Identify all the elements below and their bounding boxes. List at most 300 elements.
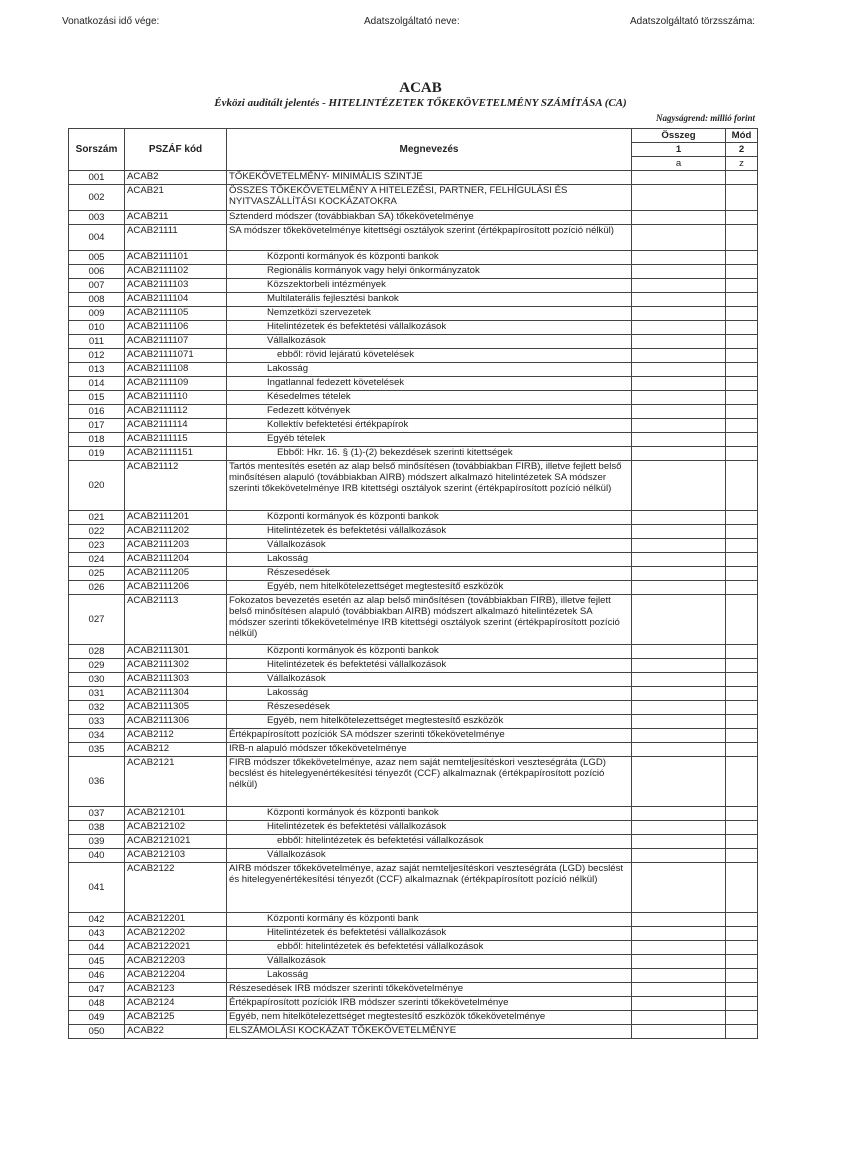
row-number: 022 xyxy=(69,525,125,539)
table-row xyxy=(69,581,758,595)
row-description: Sztenderd módszer (továbbiakban SA) tőkekövetelménye xyxy=(227,211,632,225)
amount-cell[interactable] xyxy=(632,391,726,405)
row-code: ACAB2111104 xyxy=(125,293,227,307)
mode-cell[interactable] xyxy=(726,955,758,969)
amount-cell[interactable] xyxy=(632,687,726,701)
row-number: 028 xyxy=(69,645,125,659)
row-description: ELSZÁMOLÁSI KOCKÁZAT TŐKEKÖVETELMÉNYE xyxy=(227,1025,632,1039)
mode-cell[interactable] xyxy=(726,363,758,377)
row-description: Közszektorbeli intézmények xyxy=(227,279,632,293)
table-row xyxy=(69,757,758,807)
amount-cell[interactable] xyxy=(632,265,726,279)
row-description: TŐKEKÖVETELMÉNY- MINIMÁLIS SZINTJE xyxy=(227,171,632,185)
amount-cell[interactable] xyxy=(632,673,726,687)
row-description: Részesedések xyxy=(227,701,632,715)
amount-cell[interactable] xyxy=(632,807,726,821)
table-row xyxy=(69,729,758,743)
table-row xyxy=(69,863,758,913)
col-number-mod: 2 xyxy=(726,143,758,157)
row-description: Lakosság xyxy=(227,553,632,567)
row-code: ACAB21112 xyxy=(125,461,227,511)
mode-cell[interactable] xyxy=(726,405,758,419)
row-number: 020 xyxy=(69,461,125,511)
row-code: ACAB2111303 xyxy=(125,673,227,687)
amount-cell[interactable] xyxy=(632,307,726,321)
amount-cell[interactable] xyxy=(632,835,726,849)
amount-cell[interactable] xyxy=(632,225,726,251)
row-description: Vállalkozások xyxy=(227,335,632,349)
row-number: 005 xyxy=(69,251,125,265)
mode-cell[interactable] xyxy=(726,983,758,997)
row-code: ACAB2124 xyxy=(125,997,227,1011)
col-header-mod: Mód xyxy=(726,129,758,143)
mode-cell[interactable] xyxy=(726,941,758,955)
row-number: 015 xyxy=(69,391,125,405)
row-description: Lakosság xyxy=(227,969,632,983)
col-letter-osszeg: a xyxy=(632,157,726,171)
row-code: ACAB2111306 xyxy=(125,715,227,729)
table-row xyxy=(69,225,758,251)
table-row xyxy=(69,251,758,265)
mode-cell[interactable] xyxy=(726,279,758,293)
row-number: 026 xyxy=(69,581,125,595)
amount-cell[interactable] xyxy=(632,913,726,927)
row-number: 043 xyxy=(69,927,125,941)
amount-cell[interactable] xyxy=(632,185,726,211)
amount-cell[interactable] xyxy=(632,405,726,419)
mode-cell[interactable] xyxy=(726,743,758,757)
row-description: Nemzetközi szervezetek xyxy=(227,307,632,321)
table-row xyxy=(69,211,758,225)
row-code: ACAB2111304 xyxy=(125,687,227,701)
mode-cell[interactable] xyxy=(726,553,758,567)
mode-cell[interactable] xyxy=(726,321,758,335)
table-row xyxy=(69,171,758,185)
table-row xyxy=(69,293,758,307)
mode-cell[interactable] xyxy=(726,335,758,349)
mode-cell[interactable] xyxy=(726,997,758,1011)
table-row xyxy=(69,391,758,405)
mode-cell[interactable] xyxy=(726,349,758,363)
row-number: 047 xyxy=(69,983,125,997)
mode-cell[interactable] xyxy=(726,539,758,553)
row-description: ebből: rövid lejáratú követelések xyxy=(227,349,632,363)
row-code: ACAB2111203 xyxy=(125,539,227,553)
amount-cell[interactable] xyxy=(632,251,726,265)
row-number: 027 xyxy=(69,595,125,645)
amount-cell[interactable] xyxy=(632,659,726,673)
mode-cell[interactable] xyxy=(726,265,758,279)
mode-cell[interactable] xyxy=(726,807,758,821)
mode-cell[interactable] xyxy=(726,701,758,715)
amount-cell[interactable] xyxy=(632,927,726,941)
row-number: 032 xyxy=(69,701,125,715)
provider-name-label: Adatszolgáltató neve: xyxy=(364,16,460,27)
report-title: ACAB xyxy=(399,80,442,96)
row-number: 001 xyxy=(69,171,125,185)
row-number: 037 xyxy=(69,807,125,821)
mode-cell[interactable] xyxy=(726,729,758,743)
row-number: 019 xyxy=(69,447,125,461)
row-description: Lakosság xyxy=(227,363,632,377)
mode-cell[interactable] xyxy=(726,969,758,983)
amount-cell[interactable] xyxy=(632,581,726,595)
amount-cell[interactable] xyxy=(632,511,726,525)
row-number: 018 xyxy=(69,433,125,447)
col-header-osszeg: Összeg xyxy=(632,129,726,143)
row-number: 007 xyxy=(69,279,125,293)
amount-cell[interactable] xyxy=(632,595,726,645)
row-number: 040 xyxy=(69,849,125,863)
row-code: ACAB21113 xyxy=(125,595,227,645)
mode-cell[interactable] xyxy=(726,645,758,659)
amount-cell[interactable] xyxy=(632,525,726,539)
row-number: 025 xyxy=(69,567,125,581)
row-code: ACAB212202 xyxy=(125,927,227,941)
row-code: ACAB212203 xyxy=(125,955,227,969)
unit-label: Nagyságrend: millió forint xyxy=(655,113,755,123)
row-number: 029 xyxy=(69,659,125,673)
mode-cell[interactable] xyxy=(726,1011,758,1025)
mode-cell[interactable] xyxy=(726,185,758,211)
row-code: ACAB212102 xyxy=(125,821,227,835)
row-number: 031 xyxy=(69,687,125,701)
row-description: Központi kormányok és központi bankok xyxy=(227,645,632,659)
amount-cell[interactable] xyxy=(632,349,726,363)
row-code: ACAB2 xyxy=(125,171,227,185)
row-code: ACAB2111110 xyxy=(125,391,227,405)
row-code: ACAB2111105 xyxy=(125,307,227,321)
amount-cell[interactable] xyxy=(632,567,726,581)
row-code: ACAB2111108 xyxy=(125,363,227,377)
table-row xyxy=(69,835,758,849)
row-description: Vállalkozások xyxy=(227,673,632,687)
row-number: 012 xyxy=(69,349,125,363)
row-code: ACAB21 xyxy=(125,185,227,211)
row-number: 038 xyxy=(69,821,125,835)
row-description: Ebből: Hkr. 16. § (1)-(2) bekezdések szerinti kitettségek xyxy=(227,447,632,461)
mode-cell[interactable] xyxy=(726,433,758,447)
mode-cell[interactable] xyxy=(726,1025,758,1039)
table-row xyxy=(69,913,758,927)
table-row xyxy=(69,645,758,659)
table-row xyxy=(69,447,758,461)
row-code: ACAB22 xyxy=(125,1025,227,1039)
mode-cell[interactable] xyxy=(726,225,758,251)
row-code: ACAB2111106 xyxy=(125,321,227,335)
amount-cell[interactable] xyxy=(632,171,726,185)
mode-cell[interactable] xyxy=(726,913,758,927)
mode-cell[interactable] xyxy=(726,461,758,511)
amount-cell[interactable] xyxy=(632,715,726,729)
row-description: Egyéb, nem hitelkötelezettséget megtestesítő eszközök xyxy=(227,715,632,729)
row-code: ACAB2111112 xyxy=(125,405,227,419)
row-code: ACAB2121021 xyxy=(125,835,227,849)
amount-cell[interactable] xyxy=(632,553,726,567)
row-description: IRB-n alapuló módszer tőkekövetelménye xyxy=(227,743,632,757)
table-row xyxy=(69,595,758,645)
mode-cell[interactable] xyxy=(726,447,758,461)
mode-cell[interactable] xyxy=(726,525,758,539)
row-description: ebből: hitelintézetek és befektetési vállalkozások xyxy=(227,835,632,849)
row-number: 030 xyxy=(69,673,125,687)
table-row xyxy=(69,927,758,941)
amount-cell[interactable] xyxy=(632,539,726,553)
period-end-label: Vonatkozási idő vége: xyxy=(62,16,160,27)
amount-cell[interactable] xyxy=(632,377,726,391)
row-code: ACAB2111206 xyxy=(125,581,227,595)
amount-cell[interactable] xyxy=(632,419,726,433)
row-code: ACAB211 xyxy=(125,211,227,225)
row-code: ACAB2111109 xyxy=(125,377,227,391)
row-number: 033 xyxy=(69,715,125,729)
table-row xyxy=(69,821,758,835)
mode-cell[interactable] xyxy=(726,927,758,941)
row-number: 021 xyxy=(69,511,125,525)
table-row xyxy=(69,941,758,955)
amount-cell[interactable] xyxy=(632,969,726,983)
row-description: Egyéb tételek xyxy=(227,433,632,447)
amount-cell[interactable] xyxy=(632,433,726,447)
row-description: Egyéb, nem hitelkötelezettséget megtestesítő eszközök xyxy=(227,581,632,595)
row-code: ACAB212103 xyxy=(125,849,227,863)
table-row xyxy=(69,687,758,701)
col-header-megnevezes: Megnevezés xyxy=(227,129,632,171)
row-code: ACAB2121 xyxy=(125,757,227,807)
table-row xyxy=(69,419,758,433)
mode-cell[interactable] xyxy=(726,171,758,185)
table-row xyxy=(69,185,758,211)
table-row xyxy=(69,1025,758,1039)
row-code: ACAB2111305 xyxy=(125,701,227,715)
row-number: 041 xyxy=(69,863,125,913)
row-description: Egyéb, nem hitelkötelezettséget megtestesítő eszközök tőkekövetelménye xyxy=(227,1011,632,1025)
mode-cell[interactable] xyxy=(726,391,758,405)
provider-id-label: Adatszolgáltató törzsszáma: xyxy=(630,16,756,27)
row-description: Kollektív befektetési értékpapírok xyxy=(227,419,632,433)
table-row xyxy=(69,807,758,821)
amount-cell[interactable] xyxy=(632,729,726,743)
row-code: ACAB2112 xyxy=(125,729,227,743)
amount-cell[interactable] xyxy=(632,997,726,1011)
mode-cell[interactable] xyxy=(726,419,758,433)
mode-cell[interactable] xyxy=(726,715,758,729)
amount-cell[interactable] xyxy=(632,941,726,955)
table-row xyxy=(69,265,758,279)
amount-cell[interactable] xyxy=(632,849,726,863)
row-description: Központi kormányok és központi bankok xyxy=(227,807,632,821)
mode-cell[interactable] xyxy=(726,849,758,863)
row-number: 024 xyxy=(69,553,125,567)
row-description: Értékpapírosított pozíciók IRB módszer szerinti tőkekövetelménye xyxy=(227,997,632,1011)
row-description: Vállalkozások xyxy=(227,955,632,969)
row-number: 048 xyxy=(69,997,125,1011)
table-row xyxy=(69,321,758,335)
row-description: Hitelintézetek és befektetési vállalkozások xyxy=(227,525,632,539)
row-number: 044 xyxy=(69,941,125,955)
col-header-pszaf: PSZÁF kód xyxy=(125,129,227,171)
mode-cell[interactable] xyxy=(726,595,758,645)
amount-cell[interactable] xyxy=(632,645,726,659)
amount-cell[interactable] xyxy=(632,335,726,349)
amount-cell[interactable] xyxy=(632,955,726,969)
row-number: 046 xyxy=(69,969,125,983)
row-number: 049 xyxy=(69,1011,125,1025)
mode-cell[interactable] xyxy=(726,687,758,701)
row-code: ACAB212204 xyxy=(125,969,227,983)
table-row xyxy=(69,849,758,863)
row-number: 006 xyxy=(69,265,125,279)
row-code: ACAB2111103 xyxy=(125,279,227,293)
table-row xyxy=(69,997,758,1011)
row-number: 009 xyxy=(69,307,125,321)
row-number: 039 xyxy=(69,835,125,849)
row-number: 017 xyxy=(69,419,125,433)
row-number: 042 xyxy=(69,913,125,927)
amount-cell[interactable] xyxy=(632,1025,726,1039)
row-code: ACAB2122 xyxy=(125,863,227,913)
table-row xyxy=(69,1011,758,1025)
mode-cell[interactable] xyxy=(726,835,758,849)
table-row xyxy=(69,349,758,363)
row-description: ebből: hitelintézetek és befektetési vállalkozások xyxy=(227,941,632,955)
mode-cell[interactable] xyxy=(726,211,758,225)
row-code: ACAB212201 xyxy=(125,913,227,927)
table-row xyxy=(69,405,758,419)
amount-cell[interactable] xyxy=(632,863,726,913)
col-number-osszeg: 1 xyxy=(632,143,726,157)
row-number: 008 xyxy=(69,293,125,307)
row-number: 016 xyxy=(69,405,125,419)
amount-cell[interactable] xyxy=(632,1011,726,1025)
mode-cell[interactable] xyxy=(726,863,758,913)
row-code: ACAB2111204 xyxy=(125,553,227,567)
mode-cell[interactable] xyxy=(726,757,758,807)
amount-cell[interactable] xyxy=(632,447,726,461)
mode-cell[interactable] xyxy=(726,377,758,391)
table-row xyxy=(69,567,758,581)
amount-cell[interactable] xyxy=(632,821,726,835)
amount-cell[interactable] xyxy=(632,701,726,715)
amount-cell[interactable] xyxy=(632,743,726,757)
table-row xyxy=(69,461,758,511)
row-number: 045 xyxy=(69,955,125,969)
row-number: 003 xyxy=(69,211,125,225)
row-code: ACAB2111102 xyxy=(125,265,227,279)
row-description: Hitelintézetek és befektetési vállalkozások xyxy=(227,659,632,673)
row-description: Hitelintézetek és befektetési vállalkozások xyxy=(227,821,632,835)
mode-cell[interactable] xyxy=(726,567,758,581)
row-code: ACAB2111101 xyxy=(125,251,227,265)
amount-cell[interactable] xyxy=(632,321,726,335)
row-description: SA módszer tőkekövetelménye kitettségi osztályok szerint (értékpapírosított pozíció nélkül) xyxy=(227,225,632,251)
row-description: AIRB módszer tőkekövetelménye, azaz saját nemteljesítéskori veszteségráta (LGD) becslést és hitelegyenértékesítési tényezőt (CCF) alkalmaznak (értékpapírosított pozíció nélkül) xyxy=(227,863,632,913)
table-row xyxy=(69,955,758,969)
mode-cell[interactable] xyxy=(726,251,758,265)
amount-cell[interactable] xyxy=(632,211,726,225)
mode-cell[interactable] xyxy=(726,511,758,525)
row-description: Fokozatos bevezetés esetén az alap belső minősítésen (továbbiakban FIRB), illetve fejlett belső minősítésen alapuló (továbbiakban AIRB) módszert alkalmazó hitelintézetek SA módszer szerinti tőkekövetelménye IRB kitettségi osztályok szerint (értékpapírosított pozíció nélkül) xyxy=(227,595,632,645)
table-row xyxy=(69,307,758,321)
row-description: Vállalkozások xyxy=(227,849,632,863)
col-header-sorszam: Sorszám xyxy=(69,129,125,171)
row-number: 036 xyxy=(69,757,125,807)
row-description: Hitelintézetek és befektetési vállalkozások xyxy=(227,321,632,335)
mode-cell[interactable] xyxy=(726,581,758,595)
table-row xyxy=(69,377,758,391)
row-code: ACAB2111115 xyxy=(125,433,227,447)
mode-cell[interactable] xyxy=(726,293,758,307)
row-description: Ingatlannal fedezett követelések xyxy=(227,377,632,391)
table-row xyxy=(69,701,758,715)
row-code: ACAB2111201 xyxy=(125,511,227,525)
row-code: ACAB2125 xyxy=(125,1011,227,1025)
amount-cell[interactable] xyxy=(632,461,726,511)
row-description: Központi kormány és központi bank xyxy=(227,913,632,927)
row-code: ACAB2111107 xyxy=(125,335,227,349)
mode-cell[interactable] xyxy=(726,659,758,673)
row-code: ACAB2111302 xyxy=(125,659,227,673)
table-row xyxy=(69,525,758,539)
row-code: ACAB2111202 xyxy=(125,525,227,539)
row-description: Multilaterális fejlesztési bankok xyxy=(227,293,632,307)
row-description: Részesedések IRB módszer szerinti tőkekövetelménye xyxy=(227,983,632,997)
amount-cell[interactable] xyxy=(632,757,726,807)
row-number: 010 xyxy=(69,321,125,335)
mode-cell[interactable] xyxy=(726,673,758,687)
row-description: Vállalkozások xyxy=(227,539,632,553)
row-description: Központi kormányok és központi bankok xyxy=(227,251,632,265)
table-row xyxy=(69,433,758,447)
row-number: 013 xyxy=(69,363,125,377)
row-description: Hitelintézetek és befektetési vállalkozások xyxy=(227,927,632,941)
report-subtitle: Évközi auditált jelentés - HITELINTÉZETEK TŐKEKÖVETELMÉNY SZÁMÍTÁSA (CA) xyxy=(214,97,627,109)
amount-cell[interactable] xyxy=(632,279,726,293)
row-number: 034 xyxy=(69,729,125,743)
row-code: ACAB2123 xyxy=(125,983,227,997)
row-description: Fedezett kötvények xyxy=(227,405,632,419)
row-code: ACAB21111071 xyxy=(125,349,227,363)
row-description: Késedelmes tételek xyxy=(227,391,632,405)
mode-cell[interactable] xyxy=(726,821,758,835)
row-description: Lakosság xyxy=(227,687,632,701)
amount-cell[interactable] xyxy=(632,293,726,307)
row-code: ACAB212 xyxy=(125,743,227,757)
report-table xyxy=(68,128,758,1039)
row-code: ACAB2111205 xyxy=(125,567,227,581)
row-description: Értékpapírosított pozíciók SA módszer szerinti tőkekövetelménye xyxy=(227,729,632,743)
row-number: 002 xyxy=(69,185,125,211)
table-row xyxy=(69,335,758,349)
row-description: FIRB módszer tőkekövetelménye, azaz nem saját nemteljesítéskori veszteségráta (LGD) becslést és hitelegyenértékesítési tényezőt (CCF) alkalmaznak (értékpapírosított pozíció nélkül) xyxy=(227,757,632,807)
col-letter-mod: z xyxy=(726,157,758,171)
row-code: ACAB212101 xyxy=(125,807,227,821)
table-row xyxy=(69,715,758,729)
table-row xyxy=(69,673,758,687)
row-code: ACAB2111114 xyxy=(125,419,227,433)
table-body xyxy=(69,171,758,1039)
row-description: Részesedések xyxy=(227,567,632,581)
table-row xyxy=(69,511,758,525)
row-number: 014 xyxy=(69,377,125,391)
row-code: ACAB21111 xyxy=(125,225,227,251)
amount-cell[interactable] xyxy=(632,363,726,377)
mode-cell[interactable] xyxy=(726,307,758,321)
row-description: Regionális kormányok vagy helyi önkormányzatok xyxy=(227,265,632,279)
amount-cell[interactable] xyxy=(632,983,726,997)
row-number: 004 xyxy=(69,225,125,251)
table-row xyxy=(69,363,758,377)
